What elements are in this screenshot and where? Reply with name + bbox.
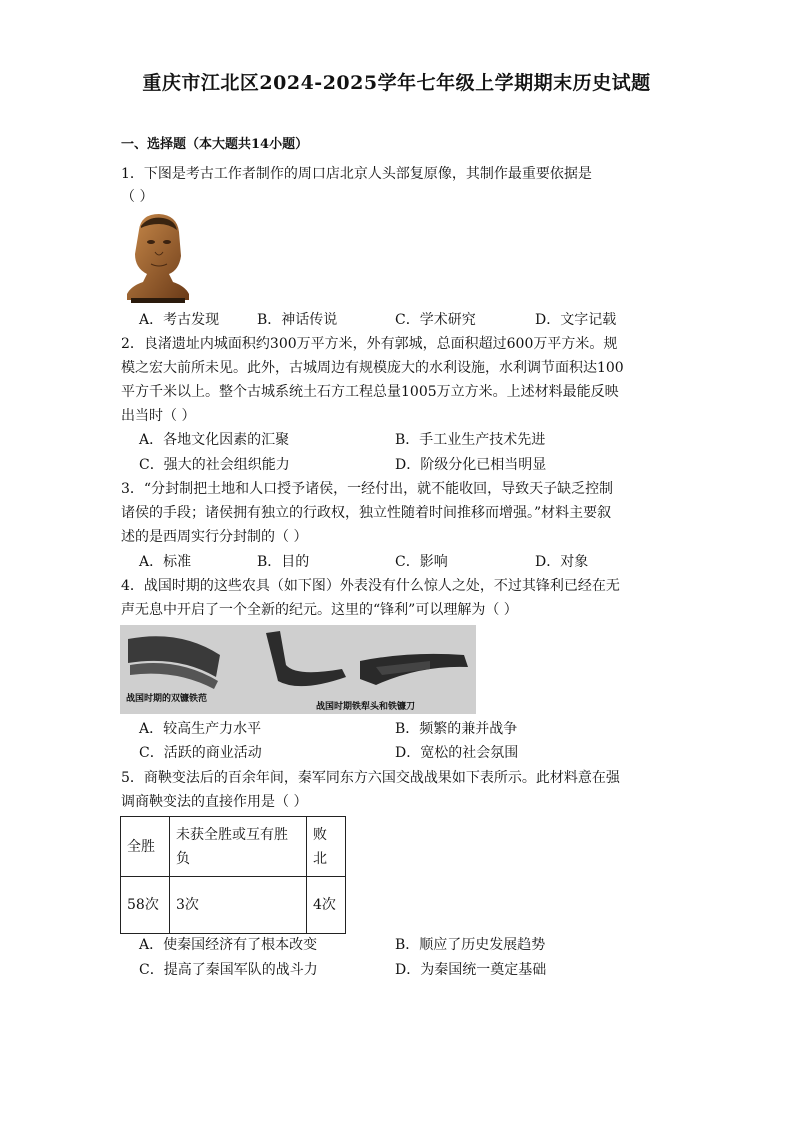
q2-line-3: 平方千米以上。整个古城系统土石方工程总量1005万立方米。上述材料最能反映 [121,384,619,400]
q2-line-4: 出当时（ ） [121,408,196,424]
tool-caption-1: 战国时期的双镰铁范 [126,694,208,704]
q4-option-a: A．较高生产力水平 [139,721,262,737]
table-cell-loss: 4次 [307,877,346,934]
q2-option-d: D．阶级分化已相当明显 [395,457,547,473]
q4-option-d: D．宽松的社会氛围 [395,745,519,761]
q1-option-c: C．学术研究 [395,312,476,328]
q4-line-2: 声无息中开启了一个全新的纪元。这里的“锋利”可以理解为（ ） [121,602,518,618]
q2-option-b: B．手工业生产技术先进 [395,432,546,448]
q5-option-a: A．使秦国经济有了根本改变 [139,937,318,953]
q4-option-b: B．频繁的兼并战争 [395,721,518,737]
section-heading: 一、选择题（本大题共14小题） [121,137,309,152]
table-cell-win: 58次 [121,877,170,934]
q4-line-1: 4．战国时期的这些农具（如下图）外表没有什么惊人之处，不过其锋利已经在无 [121,578,620,594]
q3-option-c: C．影响 [395,554,448,570]
q3-line-3: 述的是西周实行分封制的（ ） [121,529,308,545]
q3-line-1: 3．“分封制把土地和人口授予诸侯，一经付出，就不能收回，导致天子缺乏控制 [121,481,614,497]
q3-option-d: D．对象 [535,554,589,570]
battle-results-table [120,816,346,934]
peking-man-bust-image [119,212,193,304]
q5-option-d: D．为秦国统一奠定基础 [395,962,547,978]
q2-line-2: 模之宏大前所未见。此外，古城周边有规模庞大的水利设施，水利调节面积达100 [121,360,624,376]
q3-option-a: A．标准 [139,554,192,570]
table-header-loss: 败北 [307,817,346,877]
q5-option-b: B．顺应了历史发展趋势 [395,937,546,953]
table-cell-mixed: 3次 [170,877,307,934]
iron-tools-image [120,625,476,714]
q1-option-b: B．神话传说 [257,312,338,328]
q1-option-a: A．考古发现 [139,312,220,328]
page-title: 重庆市江北区2024-2025学年七年级上学期期末历史试题 [142,72,651,94]
q3-option-b: B．目的 [257,554,310,570]
q5-option-c: C．提高了秦国军队的战斗力 [139,962,318,978]
tool-caption-2: 战国时期铁犁头和铁镰刀 [316,702,416,712]
q5-line-2: 调商鞅变法的直接作用是（ ） [121,794,308,810]
q1-line-2: （ ） [121,189,154,205]
q2-line-1: 2．良渚遗址内城面积约300万平方米，外有郭城，总面积超过600万平方米。规 [121,336,618,352]
table-header-win: 全胜 [121,817,170,877]
q4-option-c: C．活跃的商业活动 [139,745,262,761]
q1-option-d: D．文字记载 [535,312,617,328]
q2-option-c: C．强大的社会组织能力 [139,457,290,473]
q3-line-2: 诸侯的手段；诸侯拥有独立的行政权，独立性随着时间推移而增强。”材料主要叙 [121,505,612,521]
q2-option-a: A．各地文化因素的汇聚 [139,432,290,448]
table-header-mixed: 未获全胜或互有胜负 [170,817,307,877]
q5-line-1: 5．商鞅变法后的百余年间，秦军同东方六国交战战果如下表所示。此材料意在强 [121,770,620,786]
q1-line-1: 1．下图是考古工作者制作的周口店北京人头部复原像，其制作最重要依据是 [121,166,592,182]
